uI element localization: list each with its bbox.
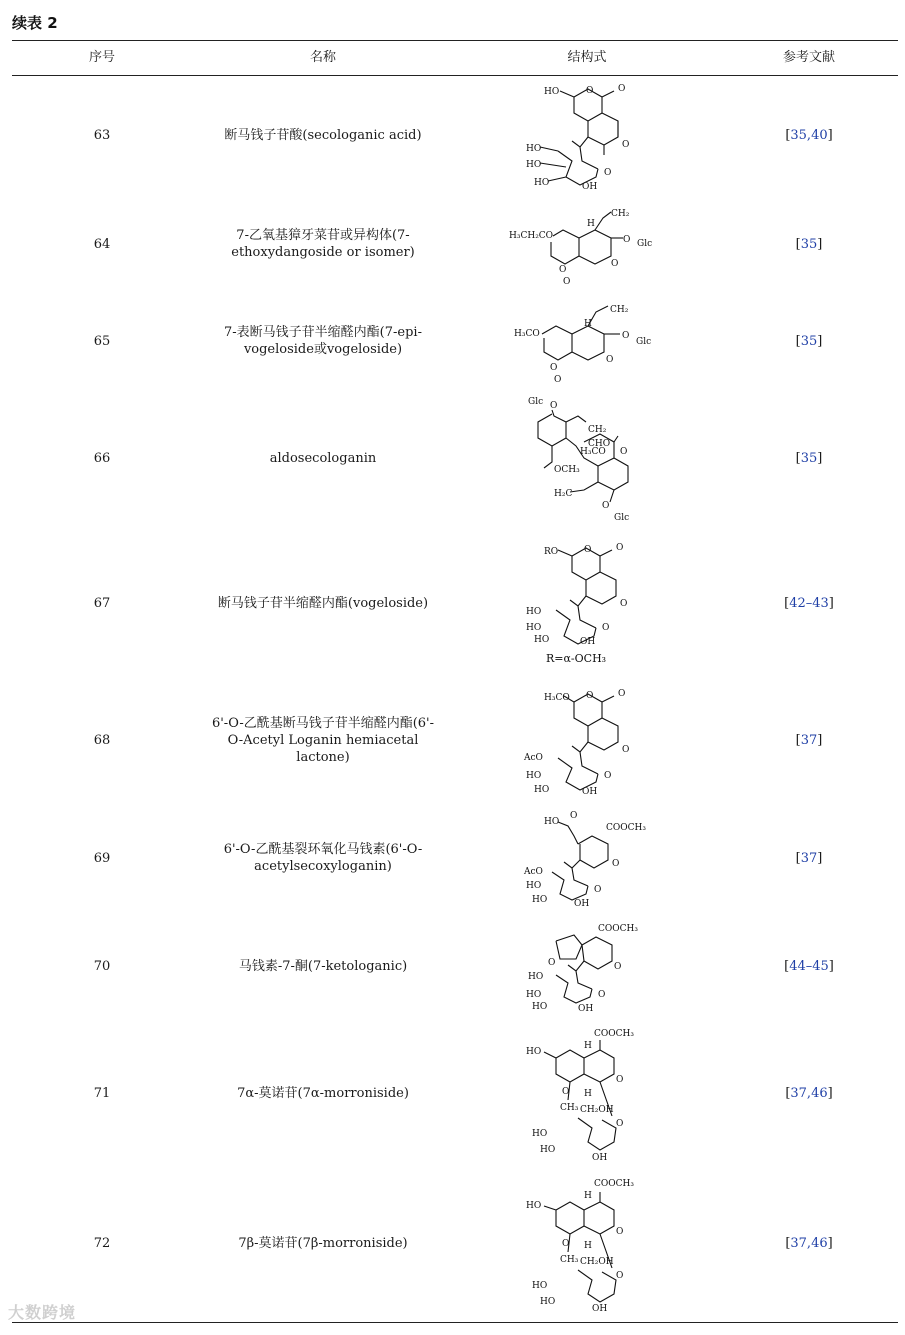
row-index: 63 — [93, 128, 111, 143]
svg-text:O: O — [554, 375, 562, 385]
compound-name: 断马钱子苷酸(secologanic acid) — [224, 128, 422, 143]
svg-text:AcO: AcO — [524, 867, 543, 877]
reference-link[interactable]: 42–43 — [789, 595, 829, 611]
svg-text:HO: HO — [526, 159, 542, 170]
structure-diagram — [522, 81, 652, 191]
row-index: 69 — [93, 850, 111, 866]
reference-cell: [ 35 ] — [795, 450, 823, 466]
table-row — [12, 198, 898, 290]
table-row — [12, 680, 898, 800]
svg-text:HO: HO — [534, 635, 550, 645]
svg-text:HO: HO — [532, 1281, 548, 1291]
svg-text:COOCH₃: COOCH₃ — [594, 1179, 634, 1189]
svg-text:CH₂OH: CH₂OH — [580, 1257, 614, 1267]
svg-text:O: O — [611, 259, 619, 269]
reference-cell: [ 44–45 ] — [784, 958, 834, 974]
reference-cell: [ 35 ] — [795, 236, 823, 252]
structure-cell — [454, 1022, 720, 1164]
structure-diagram — [522, 808, 652, 908]
svg-text:HO: HO — [540, 1145, 556, 1155]
structure-cell — [454, 1170, 720, 1316]
svg-text:AcO: AcO — [524, 753, 543, 763]
header-name: 名称 — [309, 50, 336, 65]
row-index: 65 — [93, 333, 111, 349]
table-row — [12, 390, 898, 526]
svg-text:COOCH₃: COOCH₃ — [606, 823, 646, 833]
structure-cell — [454, 390, 720, 526]
structure-cell — [454, 198, 720, 290]
svg-text:Glc: Glc — [637, 239, 653, 249]
reference-link[interactable]: 35 — [800, 236, 818, 252]
svg-text:H: H — [584, 319, 592, 329]
structure-diagram — [512, 296, 662, 386]
reference-link[interactable]: 37,46 — [790, 1085, 828, 1101]
svg-text:O: O — [586, 85, 594, 96]
table-row — [12, 914, 898, 1018]
row-index: 68 — [93, 732, 111, 748]
svg-text:O: O — [622, 331, 630, 341]
svg-text:O: O — [616, 1227, 624, 1237]
svg-text:HO: HO — [526, 990, 542, 1000]
svg-text:H: H — [584, 1041, 592, 1051]
table-row — [12, 1170, 898, 1316]
compound-name: aldosecologanin — [269, 450, 377, 466]
row-index: 70 — [93, 958, 111, 974]
svg-text:O: O — [614, 962, 622, 972]
compound-name: 7-表断马钱子苷半缩醛内酯(7-epi-vogeloside或vogeloside) — [224, 325, 422, 357]
svg-text:O: O — [616, 1271, 624, 1281]
reference-link[interactable]: 44–45 — [789, 958, 829, 974]
svg-text:CH₂: CH₂ — [610, 305, 629, 315]
svg-text:O: O — [598, 990, 606, 1000]
svg-text:HO: HO — [526, 143, 542, 154]
watermark: 大数跨境 — [8, 1303, 77, 1322]
svg-text:H₃CO: H₃CO — [580, 447, 606, 457]
svg-text:HO: HO — [532, 1002, 548, 1012]
header-structure: 结构式 — [567, 50, 607, 65]
svg-text:H: H — [584, 1089, 592, 1099]
structure-diagram — [522, 684, 652, 796]
svg-text:COOCH₃: COOCH₃ — [598, 924, 638, 934]
structure-diagram — [522, 917, 652, 1015]
svg-text:O: O — [604, 771, 612, 781]
svg-text:H₃CO: H₃CO — [544, 693, 570, 703]
reference-cell: [ 35,40 ] — [785, 128, 833, 143]
compound-name: 6'-O-乙酰基断马钱子苷半缩醛内酯(6'-O-Acetyl Loganin hemiacetal lactone) — [211, 715, 435, 765]
structure-cell — [454, 77, 720, 194]
svg-text:HO: HO — [526, 1201, 542, 1211]
svg-text:H₃CH₂CO: H₃CH₂CO — [509, 231, 554, 241]
svg-text:O: O — [616, 1119, 624, 1129]
reference-cell: [ 37,46 ] — [785, 1235, 833, 1251]
structure-cell — [454, 804, 720, 912]
svg-text:OH: OH — [574, 899, 590, 908]
svg-text:O: O — [622, 139, 630, 150]
svg-text:O: O — [618, 83, 626, 94]
compound-name: 7α-莫诺苷(7α-morroniside) — [237, 1085, 409, 1101]
compound-name: 6'-O-乙酰基裂环氧化马钱素(6'-O-acetylsecoxyloganin) — [223, 842, 423, 874]
svg-text:O: O — [559, 265, 567, 275]
reference-link[interactable]: 35 — [800, 333, 818, 349]
svg-text:HO: HO — [526, 623, 542, 633]
svg-text:H₂C: H₂C — [554, 489, 573, 499]
svg-text:RO: RO — [544, 547, 559, 557]
table-row — [12, 804, 898, 912]
svg-text:OH: OH — [578, 1004, 594, 1014]
row-index: 64 — [93, 236, 111, 252]
svg-text:H: H — [584, 1241, 592, 1251]
structure-cell — [454, 294, 720, 388]
structure-diagram — [507, 202, 667, 286]
svg-text:OCH₃: OCH₃ — [554, 465, 580, 475]
svg-text:O: O — [620, 599, 628, 609]
svg-text:Glc: Glc — [528, 397, 544, 407]
svg-text:O: O — [604, 167, 612, 178]
reference-link[interactable]: 35,40 — [790, 128, 828, 143]
svg-text:O: O — [612, 859, 620, 869]
table-bottom-rule — [12, 1322, 898, 1323]
structure-diagram — [522, 538, 652, 668]
row-index: 71 — [93, 1085, 111, 1101]
svg-text:CH₂: CH₂ — [588, 425, 607, 435]
svg-text:OH: OH — [592, 1153, 608, 1162]
svg-text:CHO: CHO — [588, 439, 611, 449]
row-index: 67 — [93, 595, 111, 611]
structure-cell — [454, 914, 720, 1018]
table-header — [12, 41, 898, 75]
svg-text:O: O — [562, 1239, 570, 1249]
svg-text:HO: HO — [534, 785, 550, 795]
row-index: 72 — [93, 1235, 111, 1251]
svg-text:H: H — [587, 219, 595, 229]
svg-text:O: O — [594, 885, 602, 895]
svg-text:O: O — [563, 277, 571, 286]
svg-text:O: O — [602, 501, 610, 511]
svg-text:H: H — [584, 1191, 592, 1201]
svg-text:O: O — [616, 1075, 624, 1085]
svg-text:O: O — [620, 447, 628, 457]
structure-diagram — [522, 392, 652, 524]
table-row — [12, 1022, 898, 1164]
svg-text:CH₂OH: CH₂OH — [580, 1105, 614, 1115]
reference-cell: [ 35 ] — [795, 333, 823, 349]
table-row — [12, 77, 898, 194]
svg-text:O: O — [622, 745, 630, 755]
svg-text:HO: HO — [526, 771, 542, 781]
header-index: 序号 — [88, 50, 115, 65]
structure-cell — [454, 680, 720, 800]
svg-text:O: O — [602, 623, 610, 633]
svg-text:O: O — [550, 363, 558, 373]
svg-text:O: O — [548, 958, 556, 968]
reference-cell: [ 37 ] — [795, 850, 823, 866]
compound-name: 7-乙氧基獐牙菜苷或异构体(7-ethoxydangoside or isomer) — [231, 228, 415, 260]
svg-text:HO: HO — [532, 1129, 548, 1139]
table-caption: 续表 2 — [12, 14, 58, 32]
row-index: 66 — [93, 450, 111, 466]
compound-name: 马钱素-7-酮(7-ketologanic) — [238, 958, 408, 974]
table-row — [12, 294, 898, 388]
svg-text:HO: HO — [526, 607, 542, 617]
table-row — [12, 530, 898, 676]
reference-cell: [ 37,46 ] — [785, 1085, 833, 1101]
svg-text:O: O — [586, 691, 594, 701]
svg-text:Glc: Glc — [614, 513, 630, 523]
svg-text:OH: OH — [582, 787, 598, 796]
svg-text:CH₃: CH₃ — [560, 1103, 579, 1113]
svg-text:HO: HO — [544, 86, 560, 97]
reference-link[interactable]: 37,46 — [790, 1235, 828, 1251]
table-header-rule — [12, 75, 898, 76]
svg-text:O: O — [562, 1087, 570, 1097]
structure-diagram — [522, 1174, 652, 1312]
svg-text:OH: OH — [580, 637, 596, 647]
svg-text:O: O — [570, 811, 578, 821]
svg-text:O: O — [550, 401, 558, 411]
svg-text:COOCH₃: COOCH₃ — [594, 1029, 634, 1039]
compound-name: 7β-莫诺苷(7β-morroniside) — [238, 1235, 408, 1251]
svg-text:O: O — [623, 235, 631, 245]
svg-text:O: O — [584, 545, 592, 555]
svg-text:HO: HO — [528, 972, 544, 982]
structure-cell — [454, 530, 720, 676]
svg-text:R=α-OCH₃: R=α-OCH₃ — [546, 652, 607, 665]
reference-link[interactable]: 37 — [800, 850, 818, 866]
svg-text:O: O — [618, 689, 626, 699]
reference-cell: [ 37 ] — [795, 732, 823, 748]
svg-text:HO: HO — [544, 817, 560, 827]
svg-text:OH: OH — [582, 181, 598, 191]
svg-text:Glc: Glc — [636, 337, 652, 347]
svg-text:O: O — [606, 355, 614, 365]
reference-cell: [ 42–43 ] — [784, 595, 834, 611]
svg-text:H₃CO: H₃CO — [514, 329, 540, 339]
structure-diagram — [522, 1024, 652, 1162]
svg-text:O: O — [616, 543, 624, 553]
svg-text:HO: HO — [540, 1297, 556, 1307]
header-refs: 参考文献 — [782, 50, 835, 65]
svg-text:OH: OH — [592, 1304, 608, 1312]
svg-text:HO: HO — [526, 881, 542, 891]
svg-text:HO: HO — [532, 895, 548, 905]
svg-text:CH₃: CH₃ — [560, 1255, 579, 1265]
svg-text:HO: HO — [526, 1047, 542, 1057]
reference-link[interactable]: 37 — [800, 732, 818, 748]
compound-name: 断马钱子苷半缩醛内酯(vogeloside) — [217, 595, 429, 611]
svg-text:HO: HO — [534, 177, 550, 188]
reference-link[interactable]: 35 — [800, 450, 818, 466]
svg-text:CH₂: CH₂ — [611, 209, 630, 219]
